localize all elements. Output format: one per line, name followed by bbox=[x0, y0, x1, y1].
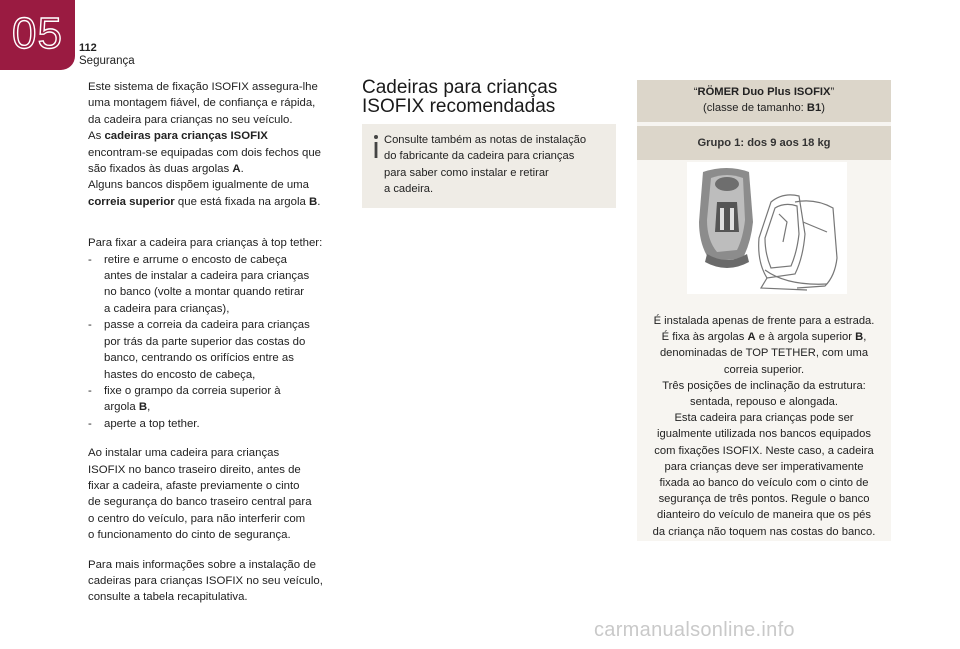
text-line: para crianças deve ser imperativamente bbox=[664, 460, 864, 473]
text-line: o centro do veículo, para não interferir com bbox=[88, 512, 306, 525]
child-seat-illustration bbox=[687, 162, 847, 294]
text-line: e à argola superior bbox=[755, 331, 856, 344]
bold-term: cadeiras para crianças ISOFIX bbox=[104, 130, 268, 143]
section-name: Segurança bbox=[79, 55, 135, 67]
seat-model-name: RÖMER Duo Plus ISOFIX bbox=[697, 86, 831, 98]
text-line: para saber como instalar e retirar bbox=[384, 166, 549, 179]
quote-mark: “ bbox=[693, 86, 698, 98]
chapter-tab bbox=[0, 0, 75, 70]
top-tether-instructions bbox=[88, 235, 350, 251]
text-line: correia superior. bbox=[723, 363, 805, 376]
text-line: fixe o grampo da correia superior à bbox=[104, 384, 281, 397]
text-line: denominadas de TOP TETHER, com uma bbox=[659, 347, 869, 360]
text-line: são fixados às duas argolas bbox=[88, 163, 233, 176]
bold-term: correia superior bbox=[88, 195, 175, 208]
text-line: segurança de três pontos. Regule o banco bbox=[658, 493, 870, 506]
text-line: Três posições de inclinação da estrutura: bbox=[662, 379, 866, 392]
section-title bbox=[362, 78, 622, 116]
text-line: do fabricante da cadeira para crianças bbox=[384, 150, 575, 163]
text-line: hastes do encosto de cabeça, bbox=[104, 368, 256, 381]
text-line: É fixa às argolas bbox=[661, 331, 748, 344]
seat-model-header bbox=[637, 80, 891, 122]
list-item bbox=[88, 383, 350, 416]
text-line: . bbox=[317, 195, 321, 208]
text-line: da criança não toquem nas costas do banco. bbox=[652, 525, 876, 538]
text-line: com fixações ISOFIX. Neste caso, a cadeira bbox=[654, 444, 874, 457]
text-line: Para fixar a cadeira para crianças à top tether: bbox=[88, 237, 323, 250]
list-item bbox=[88, 317, 350, 383]
text-line: . bbox=[240, 163, 244, 176]
text-line: Este sistema de fixação ISOFIX assegura-lhe bbox=[88, 81, 318, 93]
text-line: cadeiras para crianças ISOFIX no seu veículo, bbox=[88, 574, 323, 587]
text-line: o funcionamento do cinto de segurança. bbox=[88, 529, 291, 542]
child-seat-panel bbox=[637, 80, 891, 541]
text-line: argola bbox=[104, 401, 139, 414]
text-line: É instalada apenas de frente para a estrada. bbox=[653, 315, 875, 327]
seat-description bbox=[643, 313, 885, 540]
list-dash: - bbox=[88, 384, 92, 397]
text-line: uma montagem fiável, de confiança e rápida, bbox=[88, 97, 316, 110]
weight-group-label: Grupo 1: dos 9 aos 18 kg bbox=[637, 126, 891, 160]
text-line: Esta cadeira para crianças pode ser bbox=[674, 412, 854, 425]
text-line: , bbox=[863, 331, 867, 344]
text-line: antes de instalar a cadeira para crianças bbox=[104, 270, 310, 283]
text-line: a cadeira para crianças), bbox=[104, 302, 230, 315]
chapter-number: 05 bbox=[12, 9, 63, 58]
size-class-label: ) bbox=[821, 101, 825, 114]
text-line: Consulte também as notas de instalação bbox=[384, 134, 587, 146]
bold-term: B bbox=[309, 195, 318, 208]
text-line: , bbox=[147, 401, 151, 414]
info-icon bbox=[371, 132, 381, 160]
text-line: encontram-se equipadas com dois fechos que bbox=[88, 146, 322, 159]
list-item-text bbox=[104, 383, 350, 416]
list-item-text bbox=[104, 252, 350, 318]
isofix-intro-paragraph bbox=[88, 79, 350, 210]
list-dash: - bbox=[88, 253, 92, 266]
text-line: igualmente utilizada nos bancos equipados bbox=[657, 428, 871, 441]
list-dash: - bbox=[88, 417, 92, 430]
bold-term: A bbox=[232, 163, 241, 176]
info-note-box bbox=[362, 124, 616, 208]
text-line: dianteiro do veículo de maneira que os pés bbox=[657, 509, 871, 522]
text-line: a cadeira. bbox=[384, 182, 434, 195]
list-item bbox=[88, 252, 350, 318]
list-item-text bbox=[104, 317, 350, 383]
text-line: retire e arrume o encosto de cabeça bbox=[104, 253, 287, 266]
text-line: passe a correia da cadeira para crianças bbox=[104, 319, 310, 332]
text-line: no banco (volte a montar quando retirar bbox=[104, 286, 305, 299]
size-class-label: (classe de tamanho: bbox=[703, 101, 807, 114]
text-line: da cadeira para crianças no seu veículo. bbox=[88, 113, 293, 126]
watermark: carmanualsonline.info bbox=[594, 619, 795, 641]
bold-term: B bbox=[855, 331, 864, 344]
page-number: 112 bbox=[79, 42, 97, 54]
text-line: por trás da parte superior das costas do bbox=[104, 335, 306, 348]
left-column bbox=[88, 79, 350, 606]
size-class-value: B1 bbox=[806, 101, 822, 114]
quote-mark: ” bbox=[830, 86, 835, 98]
list-item bbox=[88, 416, 350, 432]
bold-term: B bbox=[138, 401, 148, 414]
text-line: consulte a tabela recapitulativa. bbox=[88, 591, 248, 604]
bold-term: A bbox=[747, 331, 756, 344]
child-seat-photo bbox=[699, 168, 753, 268]
rear-seat-paragraph bbox=[88, 445, 350, 543]
list-item-text: aperte a top tether. bbox=[104, 417, 200, 430]
text-line: ISOFIX no banco traseiro direito, antes de bbox=[88, 463, 301, 476]
text-line: sentada, repouso e alongada. bbox=[689, 396, 839, 409]
text-line: de segurança do banco traseiro central para bbox=[88, 496, 312, 509]
text-line: que está fixada na argola bbox=[174, 195, 309, 208]
text-line: banco, centrando os orifícios entre as bbox=[104, 352, 294, 365]
list-dash: - bbox=[88, 319, 92, 332]
text-line: Ao instalar uma cadeira para crianças bbox=[88, 447, 280, 460]
info-note-text bbox=[384, 132, 610, 197]
text-line: As bbox=[88, 130, 105, 143]
title-line: ISOFIX recomendadas bbox=[362, 96, 556, 117]
text-line: Para mais informações sobre a instalação de bbox=[88, 558, 316, 571]
more-info-paragraph bbox=[88, 557, 350, 606]
text-line: fixar a cadeira, afaste previamente o cinto bbox=[88, 479, 300, 492]
title-line: Cadeiras para crianças bbox=[362, 77, 558, 98]
text-line: Alguns bancos dispõem igualmente de uma bbox=[88, 179, 309, 192]
text-line: fixada ao banco do veículo com o cinto de bbox=[659, 477, 869, 490]
